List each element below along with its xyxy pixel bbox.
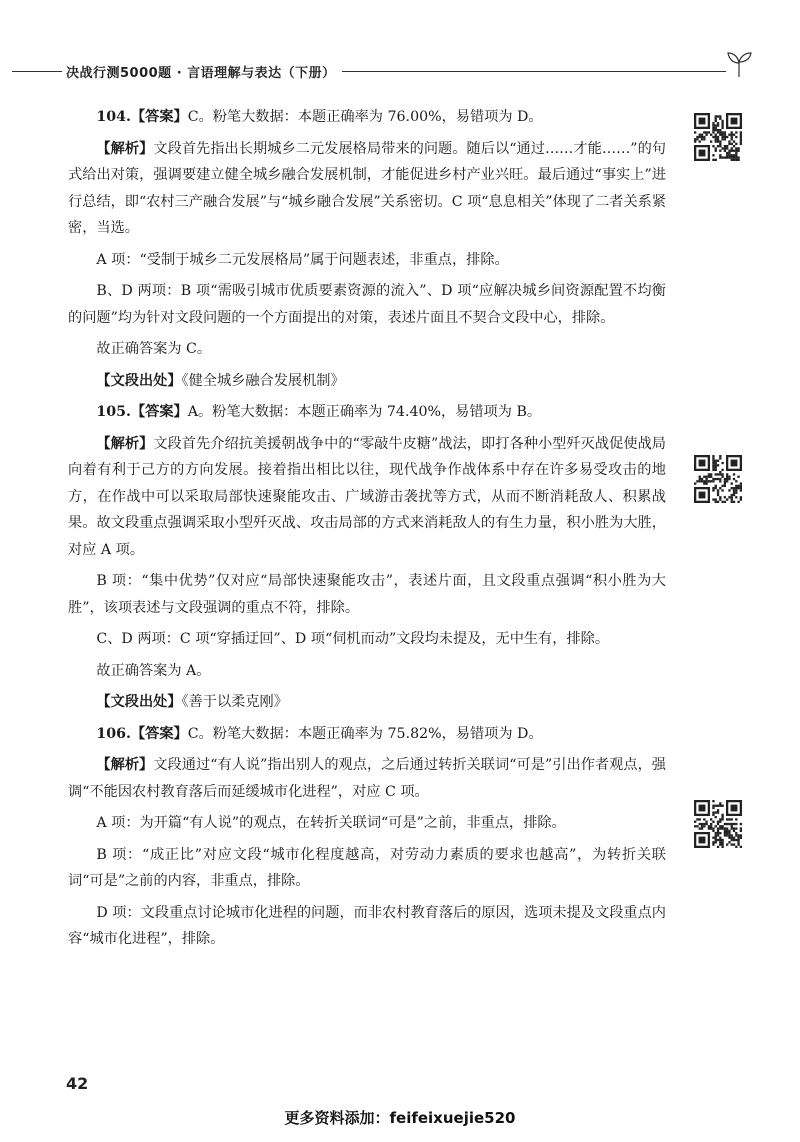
page-number: 42 (66, 1074, 89, 1093)
analysis-paragraph (68, 136, 666, 242)
answer-text: C。粉笔大数据：本题正确率为 76.00%，易错项为 D。 (187, 109, 543, 125)
qr-code-icon[interactable] (694, 800, 742, 848)
book-title: 决战行测5000题 · 言语理解与表达（下册） (66, 66, 336, 81)
analysis-paragraph (68, 431, 666, 564)
answer-text: C。粉笔大数据：本题正确率为 75.82%，易错项为 D。 (187, 725, 543, 742)
footer-watermark: 更多资料添加：feifeixuejie520 (284, 1109, 516, 1127)
answer-text: A。粉笔大数据：本题正确率为 74.40%，易错项为 B。 (187, 404, 542, 420)
conclusion: 故正确答案为 A。 (96, 662, 211, 679)
option-analysis: A 项：为开篇“有人说”的观点，在转折关联词“可是”之前，非重点，排除。 (96, 815, 566, 831)
analysis-tag: 【解析】 (96, 140, 154, 157)
conclusion: 故正确答案为 C。 (96, 341, 212, 357)
answer-line (68, 104, 666, 131)
header-rule-left (12, 71, 62, 72)
option-analysis: C、D 两项：C 项“穿插迂回”、D 项“伺机而动”文段均未提及，无中生有，排除。 (96, 631, 610, 647)
option-analysis: B 项：“成正比”对应文段“城市化程度越高，对劳动力素质的要求也越高”，为转折关联词“可是”之前的内容，非重点，排除。 (68, 846, 666, 889)
header-rule-right (342, 71, 726, 72)
option-analysis: D 项：文段重点讨论城市化进程的问题，而非农村教育落后的原因，选项未提及文段重点内容“城市化进程”，排除。 (68, 904, 666, 947)
source-tag: 【文段出处】 (96, 694, 182, 710)
source-text: 《善于以柔克刚》 (181, 694, 288, 710)
option-analysis: B、D 两项：B 项“需吸引城市优质要素资源的流入”、D 项“应解决城乡间资源配置不均衡的问题”均为针对文段问题的一个方面提出的对策，表述片面且不契合文段中心，排除。 (68, 283, 666, 326)
answer-line (68, 721, 666, 748)
qr-code-icon[interactable] (694, 113, 742, 161)
qr-code-icon[interactable] (694, 455, 742, 503)
analysis-text: 文段首先指出长期城乡二元发展格局带来的问题。随后以“通过……才能……”的句式给出对策，强调要建立健全城乡融合发展机制，才能促进乡村产业兴旺。最后通过“事实上”进行总结，即“农村三产融合发展”与“城乡融合发展”关系密切。C 项“息息相关”体现了二者关系紧密，当选。 (68, 140, 667, 236)
question-104 (68, 104, 666, 394)
option-analysis: A 项：“受制于城乡二元发展格局”属于问题表述，非重点，排除。 (96, 251, 509, 268)
source-line (68, 689, 666, 716)
source-text: 《健全城乡融合发展机制》 (181, 372, 345, 389)
answer-tag: 106.【答案】 (96, 725, 188, 742)
source-tag: 【文段出处】 (96, 372, 182, 389)
sprout-icon (724, 50, 754, 78)
analysis-text: 文段首先介绍抗美援朝战争中的“零敲牛皮糖”战法，即打各种小型歼灭战促使战局向着有利于己方的方向发展。接着指出相比以往，现代战争作战体系中存在许多易受攻击的地方，在作战中可以采取局部快速聚能攻击、广域游击袭扰等方式，从而不断消耗敌人、积累战果。故文段重点强调采取小型歼灭战、攻击局部的方式来消耗敌人的有生力量，积小胜为大胜，对应 A 项。 (68, 435, 666, 558)
answer-tag: 105.【答案】 (96, 404, 188, 420)
analysis-tag: 【解析】 (96, 435, 154, 452)
answer-line (68, 399, 666, 426)
source-line (68, 368, 666, 395)
question-105 (68, 399, 666, 716)
answer-explanations (68, 104, 666, 958)
option-analysis: B 项：“集中优势”仅对应“局部快速聚能攻击”，表述片面，且文段重点强调“积小胜为大胜”，该项表述与文段强调的重点不符，排除。 (68, 573, 666, 616)
analysis-tag: 【解析】 (96, 757, 154, 773)
question-106 (68, 721, 666, 953)
running-header (0, 58, 800, 88)
answer-tag: 104.【答案】 (96, 109, 188, 125)
analysis-text: 文段通过“有人说”指出别人的观点，之后通过转折关联词“可是”引出作者观点，强调“不能因农村教育落后而延缓城市化进程”，对应 C 项。 (68, 757, 666, 800)
analysis-paragraph (68, 752, 666, 805)
